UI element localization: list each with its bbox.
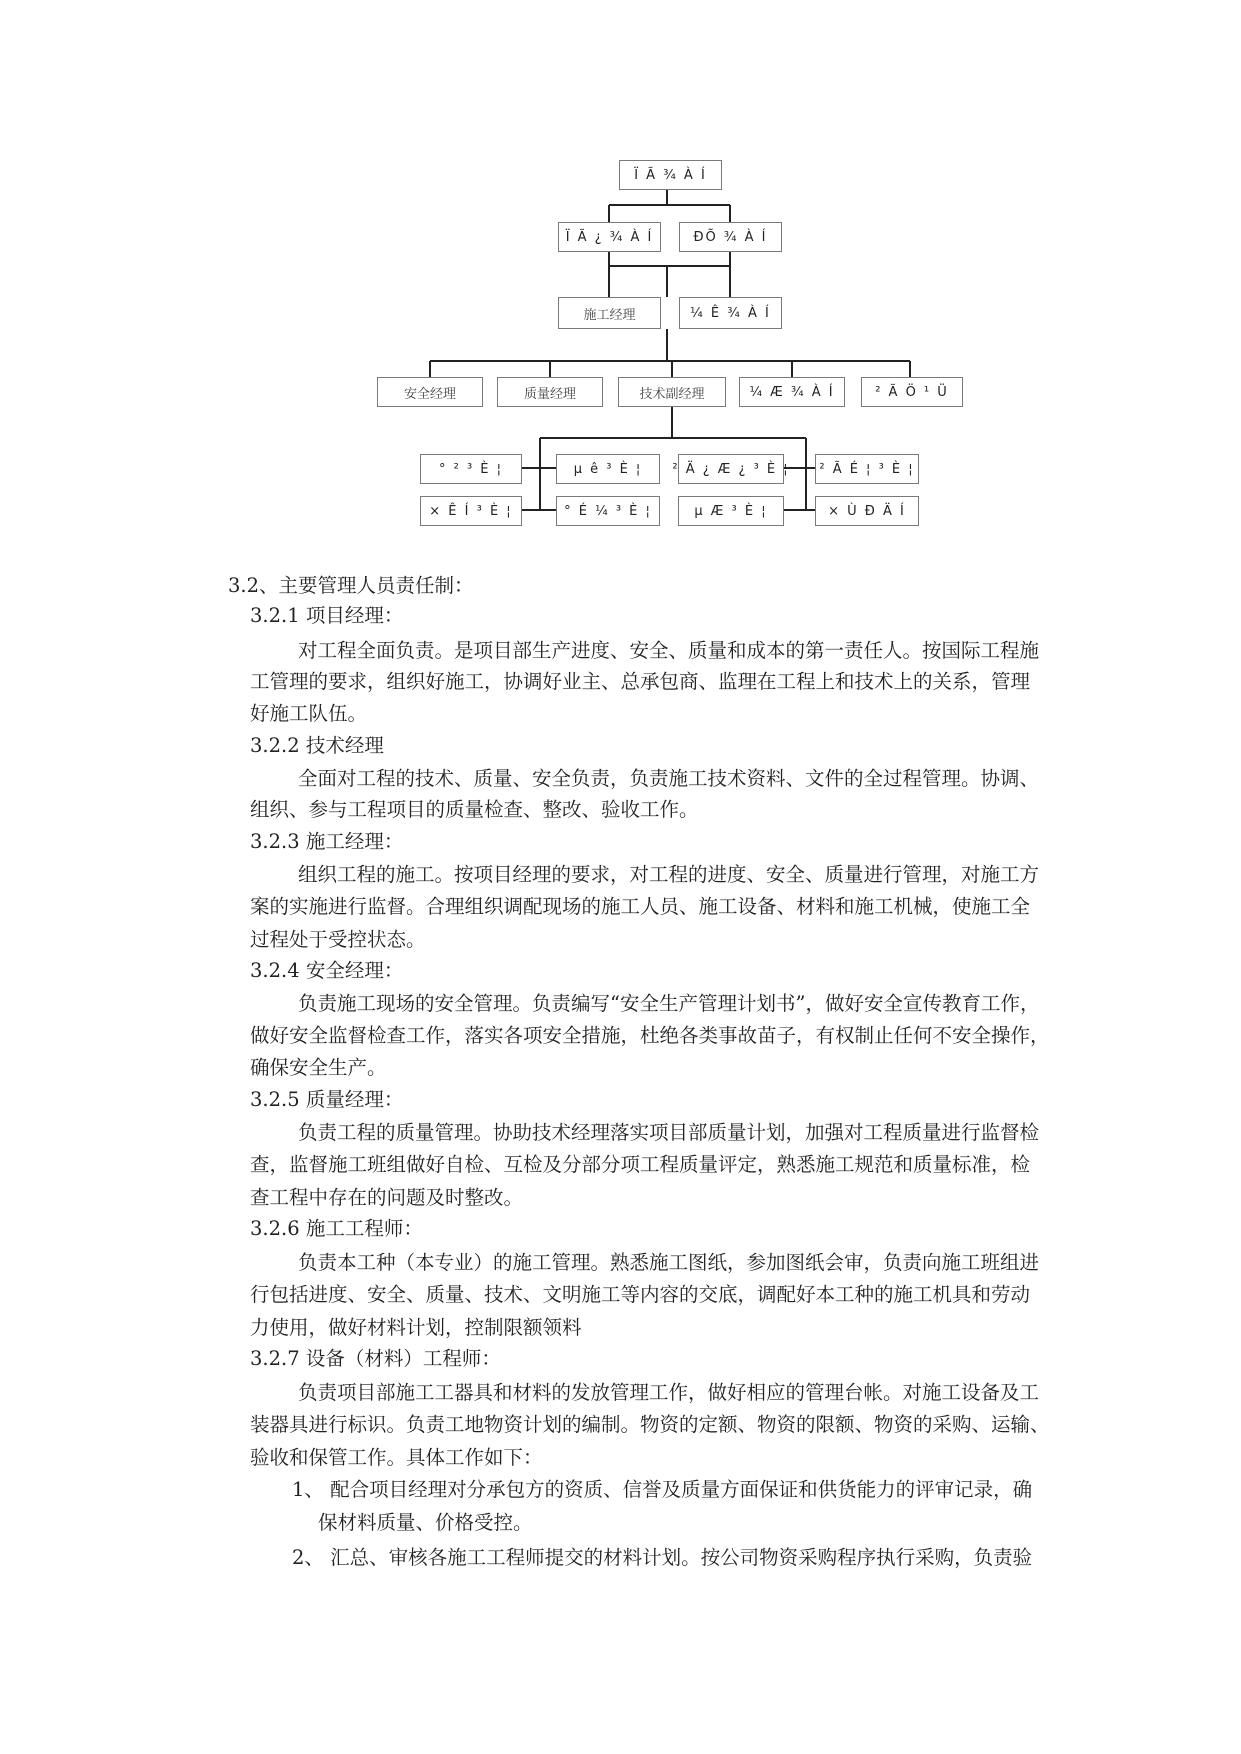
- paragraph-line: 过程处于受控状态。: [250, 928, 426, 951]
- org-box-safety-manager: 安全经理: [377, 377, 483, 407]
- paragraph-line: 验收和保管工作。具体工作如下：: [250, 1446, 543, 1469]
- subsection-title-tech-manager: 3.2.2 技术经理: [250, 734, 384, 757]
- org-box-level4-e: ² Ã Ö ¹ Ü: [861, 377, 963, 407]
- list-item: 2、 汇总、审核各施工工程师提交的材料计划。按公司物资采购程序执行采购，负责验: [292, 1546, 1033, 1569]
- subsection-title-project-manager: 3.2.1 项目经理：: [250, 604, 404, 627]
- section-title: 3.2、主要管理人员责任制：: [228, 574, 474, 597]
- paragraph-line: 查，监督施工班组做好自检、互检及分部分项工程质量评定，熟悉施工规范和质量标准，检: [250, 1153, 1031, 1176]
- paragraph-line: 负责项目部施工工器具和材料的发放管理工作，做好相应的管理台帐。对施工设备及工: [298, 1381, 1040, 1404]
- paragraph-line: 工管理的要求，组织好施工，协调好业主、总承包商、监理在工程上和技术上的关系，管理: [250, 670, 1031, 693]
- paragraph-line: 确保安全生产。: [250, 1056, 387, 1079]
- paragraph-line: 行包括进度、安全、质量、技术、文明施工等内容的交底，调配好本工种的施工机具和劳动: [250, 1283, 1031, 1306]
- org-box-level2-right: ÐÕ ¾ À Í: [679, 222, 782, 252]
- org-box-construction-manager: 施工经理: [558, 297, 661, 329]
- org-box-top: Ï Ã ¾ À Í: [619, 160, 722, 190]
- list-item-continuation: 保材料质量、价格受控。: [318, 1511, 533, 1534]
- org-box-deputy-tech-manager: 技术副经理: [618, 377, 726, 407]
- org-box-team-3: ² Ä ¿ Æ ¿ ³ È ¦: [678, 454, 784, 484]
- paragraph-line: 力使用，做好材料计划，控制限额领料: [250, 1316, 582, 1339]
- org-box-team-2: µ ê ³ È ¦: [556, 454, 660, 484]
- subsection-title-equipment-engineer: 3.2.7 设备（材料）工程师：: [250, 1347, 501, 1370]
- org-box-quality-manager: 质量经理: [497, 377, 603, 407]
- paragraph-line: 组织、参与工程项目的质量检查、整改、验收工作。: [250, 798, 699, 821]
- subsection-title-construction-engineer: 3.2.6 施工工程师：: [250, 1217, 423, 1240]
- paragraph-line: 装器具进行标识。负责工地物资计划的编制。物资的定额、物资的限额、物资的采购、运输、: [250, 1413, 1050, 1436]
- paragraph-line: 负责工程的质量管理。协助技术经理落实项目部质量计划，加强对工程质量进行监督检: [298, 1121, 1040, 1144]
- paragraph-line: 负责本工种（本专业）的施工管理。熟悉施工图纸，参加图纸会审，负责向施工班组进: [298, 1251, 1040, 1274]
- paragraph-line: 好施工队伍。: [250, 702, 368, 725]
- subsection-title-quality-manager: 3.2.5 质量经理：: [250, 1088, 404, 1111]
- paragraph-line: 案的实施进行监督。合理组织调配现场的施工人员、施工设备、材料和施工机械，使施工全: [250, 895, 1031, 918]
- org-box-level4-d: ¼ Æ ¾ À Í: [739, 377, 845, 407]
- org-box-team-8: × Ù Ð Ä Í: [815, 496, 919, 526]
- org-box-team-6: ° É ¼ ³ È ¦: [556, 496, 660, 526]
- org-box-team-4: ² Ã É ¦ ³ È ¦: [815, 454, 919, 484]
- org-box-level3-right: ¼ Ê ¾ À Í: [679, 297, 782, 329]
- paragraph-line: 全面对工程的技术、质量、安全负责，负责施工技术资料、文件的全过程管理。协调、: [298, 767, 1040, 790]
- org-box-team-7: µ Æ ³ È ¦: [678, 496, 784, 526]
- paragraph-line: 组织工程的施工。按项目经理的要求，对工程的进度、安全、质量进行管理，对施工方: [298, 863, 1040, 886]
- paragraph-line: 做好安全监督检查工作，落实各项安全措施，杜绝各类事故苗子，有权制止任何不安全操作，: [250, 1024, 1050, 1047]
- list-item: 1、 配合项目经理对分承包方的资质、信誉及质量方面保证和供货能力的评审记录，确: [292, 1478, 1033, 1501]
- subsection-title-construction-manager: 3.2.3 施工经理：: [250, 830, 404, 853]
- org-box-level2-left: Ï Ã ¿ ¾ À Í: [558, 222, 661, 252]
- paragraph-line: 对工程全面负责。是项目部生产进度、安全、质量和成本的第一责任人。按国际工程施: [298, 639, 1040, 662]
- org-box-team-5: × Ê Í ³ È ¦: [420, 496, 522, 526]
- subsection-title-safety-manager: 3.2.4 安全经理：: [250, 959, 404, 982]
- paragraph-line: 查工程中存在的问题及时整改。: [250, 1186, 524, 1209]
- paragraph-line: 负责施工现场的安全管理。负责编写“安全生产管理计划书”，做好安全宣传教育工作，: [298, 992, 1040, 1015]
- org-box-team-1: ° ² ³ È ¦: [420, 454, 522, 484]
